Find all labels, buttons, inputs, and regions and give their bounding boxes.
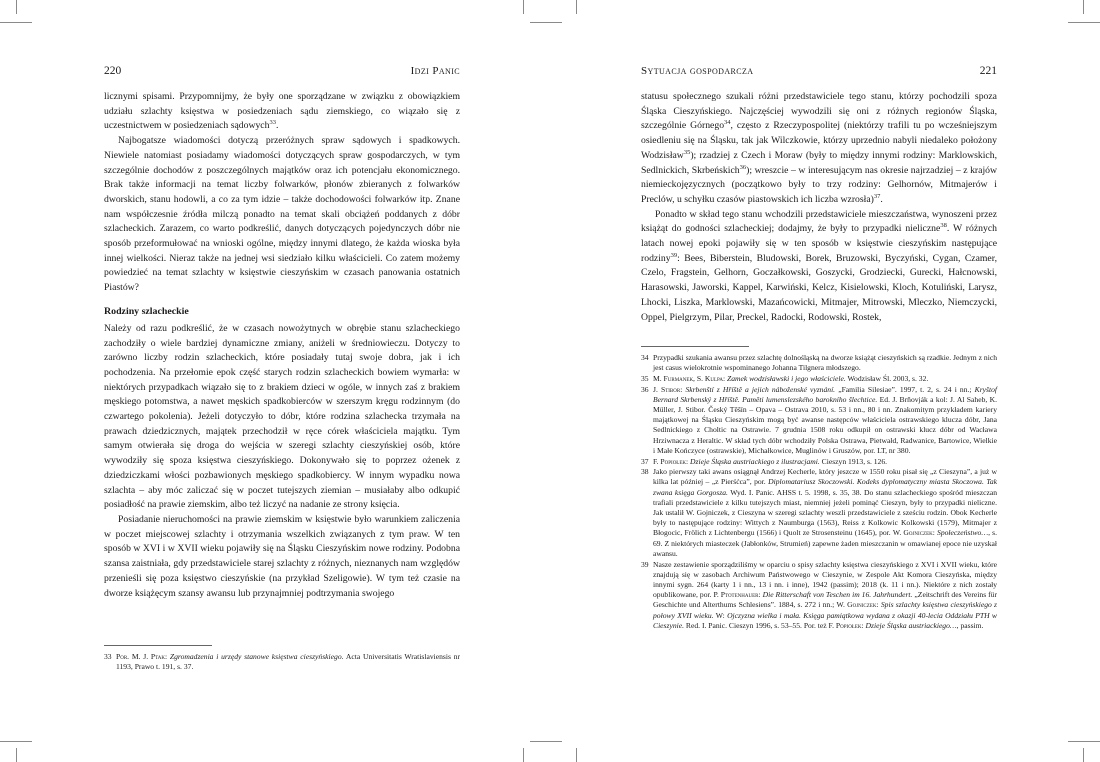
paragraph: Posiadanie nieruchomości na prawie ziemskim w księstwie było warunkiem zaliczenia w poczet miejscowej szlachty i otrzymania wszelkich związanych z tym praw. W ten sposób w XVI i w XVII wieku pojawiły się na Śląsku Cieszyńskim nowe rodziny. Podobna szansa zaistniała, gdy przedstawiciele starej szlachty z różnych, nieznanych nam względów przenieśli się poza księstwo cieszyńskie (na przykład Szeligowie). W tym też czasie na dworze książęcym szansy awansu lub przynajmniej podtrzymania swojego (104, 513, 460, 599)
italic-title: Skrbenští z Hříště a jejich náboženské vyznání. (685, 384, 836, 394)
running-head-chapter: Sytuacja gospodarcza (641, 65, 754, 77)
crop-mark (576, 748, 577, 762)
author-name: F. Popiołek: (653, 456, 689, 466)
footnotes (104, 652, 460, 673)
text-run: W: (713, 610, 728, 620)
footnote (641, 353, 997, 373)
text-run: „Zeitschrift des Vereins für Geschichte und Alterthums Schlesiens”. 1884, s. 272 i nn.; (653, 590, 997, 610)
footnote-ref[interactable]: 36 (739, 163, 747, 171)
crop-mark (0, 741, 32, 742)
crop-mark (1068, 22, 1100, 23)
footnote (641, 560, 997, 631)
text-run: Wyd. I. Panic. AHSS t. 5. 1998, s. 35, 38. Do stanu szlacheckiego spośród mieszczan trafiali przedstawiciele z kilku tutejszych miast, niemniej jeżeli pominąć Cieszyn, były to przypadki nieliczne. Jak ustalił W. Gojniczek, z Cieszyna w szeregi szlachty weszli przedstawiciele z sześciu rodzin. Obok Kecherle były to następujące rodziny: Wittych z Naumburga (1563), Reiss z Kolkowic Kolkowski (1579), Mitmajer z Błogocic, Frölich z Lichtenbergu (1566) i Quolt ze Strosensteinu (1645), por. (653, 487, 997, 538)
text-run: statusu społecznego szukali różni przedstawiciele tego stanu, którzy pochodzili spoza Śląska Cieszyńskiego. Najczęściej wywodzili się oni z różnych regionów Śląska, szczególnie Górnego (641, 91, 997, 132)
text-run: Cieszyn 1913, s. 126. (819, 456, 888, 466)
text-run: . W różnych latach nowej epoki pojawiły się w ten sposób w księstwie cieszyńskim następujące rodziny (641, 223, 997, 264)
crop-mark (0, 22, 32, 23)
text-run: Jako pierwszy taki awans osiągnął Andrzej Kecherle, który jeszcze w 1550 roku pisał się „z Cieszyna”, a już w kilka lat później – „z Pierśćca”, por. (653, 467, 997, 487)
footnote-number: 33 (104, 652, 112, 661)
text-run: . (880, 193, 883, 205)
footnote (641, 374, 997, 384)
paragraph (641, 90, 997, 208)
author-name: W. Gojniczek: (892, 528, 935, 538)
text-run: Red. I. Panic. Cieszyn 1996, s. 53–55. Por. też (684, 620, 829, 630)
right-page (641, 62, 998, 630)
crop-mark (1068, 741, 1100, 742)
main-text (641, 90, 997, 325)
footnote: 33 Por. M. J. Ptak: Zgromadzenia i urzędy stanowe księstwa cieszyńskiego. Acta Universitatis Wratislaviensis nr 1193, Prawo t. 191, s. 37. (104, 652, 461, 672)
footnote-ref[interactable]: 38 (940, 222, 947, 230)
footnote-number: 38 (641, 467, 649, 477)
main-text (104, 90, 460, 601)
footnote (641, 467, 997, 559)
text-run: : Bees, Biberstein, Bludowski, Borek, Bruzowski, Byczyński, Cygan, Czamer, Czelo, Fragstein, Gelhorn, Goczałkowski, Goszycki, Grodziecki, Gurecki, Hałcnowski, Harasowski, Jaworski, Kappel, Karwiński, Kelcz, Kisielowski, Kloch, Kotuliński, Larysz, Lhocki, Liszka, Marklowski, Mazańcowicki, Mitmajer, Mitrowski, Mleczko, Niemczycki, Oppel, Pielgrzym, Pilar, Preckel, Radocki, Rodowski, Rostek, (641, 252, 997, 323)
crop-mark (530, 741, 562, 742)
author-name: W. Gojniczek: (836, 600, 879, 610)
text-run: , s. 69. Z niektórych miasteczek (Jabłonków, Strumień) zapewne żaden mieszczanin w omawianej epoce nie uzyskał awansu. (653, 528, 997, 558)
author-name: M. Furmanek, S. Kulpa: (653, 373, 726, 383)
left-page (104, 62, 461, 672)
crop-mark (530, 22, 562, 23)
crop-mark (16, 748, 17, 762)
footnote-ref[interactable]: 39 (670, 251, 678, 259)
footnote-rule (104, 645, 212, 646)
footnote-ref[interactable]: 33 (269, 119, 276, 127)
italic-title: Diplomatariusz Skoczowski. Kodeks dyplomatyczny miasta Skoczowa. Tak zwana księga Gorgosza. (653, 477, 998, 497)
author-name: J. Stibor: (653, 384, 683, 394)
paragraph: licznymi spisami. Przypomnijmy, że były one sporządzane w związku z obowiązkiem udziału szlachty księstwa w posiedzeniach sądu ziemskiego, co wiązało się z uczestnictwem w posiedzeniach sądowych$^{33}$. (104, 91, 460, 132)
running-head-author: Idzi Panic (410, 65, 460, 77)
text-run: , passim. (956, 620, 984, 630)
italic-title: Dzieje Śląska austriackiego… (865, 620, 957, 630)
crop-mark (523, 748, 524, 762)
page-number: 220 (104, 65, 122, 77)
crop-mark (576, 0, 577, 14)
italic-title: Społeczeństwo… (937, 528, 989, 538)
italic-title: Kryštof Bernard Skrbenský z Hříště. Paměti lumenslezského barokního šlechtice. (653, 384, 998, 404)
running-header (641, 62, 997, 80)
footnotes (641, 353, 997, 631)
author-name: F. Popiołek: (828, 620, 864, 630)
text-run: ); rzadziej z Czech i Moraw (były to między innymi rodziny: Marklowskich, Sedlnickich, Skrbeńskich (641, 149, 997, 176)
italic-title: Zamek wodzisławski i jego właściciele. (726, 373, 846, 383)
paragraph (641, 208, 997, 326)
footnote-ref[interactable]: 35 (683, 148, 691, 156)
text-run: , często z Rzeczypospolitej (niektórzy trafili tu po wcześniejszym osiedleniu się na Śląsku, tak jak Wilczkowie, którzy uprzednio nabyli niedaleko położony Wodzisław (641, 120, 997, 161)
footnote (641, 457, 997, 467)
footnote-number: 35 (641, 373, 649, 383)
text-run: Nasze zestawienie sporządziliśmy w oparciu o spisy szlachty księstwa cieszyńskiego z XVI i XVII wieku, które znajdują się w zasobach Archiwum Państwowego w Cieszynie, w Zespole Akt Komora Cieszyńska, między innymi sygn. 264 (karty 1 i nn., 13 i nn. i inne), 1942 (passim); 2018 (k. 11 i nn.). Niektóre z nich zostały opublikowane, por. (653, 559, 997, 600)
italic-title: Die Ritterschaft von Teschen im 16. Jahrhundert. (762, 590, 913, 600)
text-run: „Familia Silesiae”. 1997, t. 2, s. 24 i nn.; (835, 384, 975, 394)
crop-mark (1083, 748, 1084, 762)
footnote-number: 37 (641, 456, 649, 466)
paragraph: Najbogatsze wiadomości dotyczą przeróżnych spraw sądowych i spadkowych. Niewiele natomiast posiadamy wiadomości dotyczących spraw gospodarczych, w tym szczególnie dochodów z poszczególnych majątków oraz ich potencjału ekonomicznego. Brak także informacji na temat liczby folwarków, płonów zbieranych z folwarków dworskich, stanu hodowli, a co za tym idzie – także dochodowości folwarków itp. Znane nam współczesnie źródła milczą ponadto na temat skali obciążeń poddanych z dóbr szlacheckich. Zarazem, co warto podkreślić, danych dotyczących pojedynczych dóbr nie sposób przeformułować na wnioski ogólne, między innymi dlatego, że każda wioska była innej wielkości. Nieraz także na jednej wsi siedziało kilku właścicieli. Co zatem możemy powiedzieć na temat szlachty w księstwie cieszyńskim w czasach panowania ostatnich Piastów? (104, 135, 460, 294)
footnote-ref[interactable]: 34 (724, 119, 731, 127)
text-run: Przypadki szukania awansu przez szlachtę dolnośląską na dworze książąt cieszyńskich są rzadkie. Jednym z nich jest casus wielokrotnie wspominanego Johanna Tilgnera młodszego. (653, 353, 997, 373)
text-run: Ed. J. Brňovják a kol: J. Al Saheb, K. Müller, J. Stibor. Český Těšín – Opava – Ostrava 2010, s. 53 i nn., 80 i nn. Znakomitym przykładem kariery majątkowej na Śląsku Cieszyńskim mogą być awanse następców właściciela ostrawskiego klucza dóbr, Jana Sedlnickiego z Choltic na Ostrawie. 7 grudnia 1508 roku odkupił on ostrawski klucz dóbr od Wacława Hrziwnacza z Heraltic. W skład tych dóbr wchodziły Polska Ostrawa, Pietwałd, Radwanice, Bartowice, Wielkie i Małe Kończyce (ostrawskie), Michałkowice, Muglinów i Gruszów, por. LT, nr 380. (653, 394, 997, 455)
footnote-number: 36 (641, 384, 649, 394)
crop-mark (1083, 0, 1084, 14)
section-heading: Rodziny szlacheckie (104, 305, 189, 317)
paragraph: Należy od razu podkreślić, że w czasach nowożytnych w obrębie stanu szlacheckiego zachodziły o wiele bardziej dynamiczne zmiany, aniżeli w średniowieczu. Dotyczy to zarówno liczby rodzin szlacheckich, które posiadały tutaj swoje dobra, jak i ich pochodzenia. Na przełomie epok część starych rodzin szlacheckich bowiem wymarła: w niektórych przypadkach wiązało się to z brakiem dzieci w ogóle, w innych zaś z brakiem męskiego potomstwa, a nawet męskich spadkobierców w szerszym kręgu rodzinnym (do czwartego pokolenia). Jeżeli dotyczyło to dóbr, które rodzina szlachecka trzymała na prawach dziedzicznych, majątek przechodził w ręce córek właściciela majątku. Tym samym otwierała się droga do wejścia w szeregi szlachty cieszyńskiej osób, które wywodziły się spoza księstwa cieszyńskiego. Dokonywało się to poprzez ożenek z dziedziczkami włości pozbawionych męskiego spadkobiercy. W innym wypadku nowa szlachta – aby móc zaliczać się w poczet tutejszych ziemian – musiałaby albo odkupić posiadłość na prawie ziemskim, albo też liczyć na nadanie ze strony księcia. (104, 322, 460, 511)
italic-title: Dzieje Śląska austriackiego z ilustracjami. (690, 456, 820, 466)
text-run: Wodzisław Śl. 2003, s. 32. (845, 373, 929, 383)
author-name: P. Ptotenhauer: (713, 590, 761, 600)
text-run: ); wreszcie – w interesującym nas okresie najrzadziej – z krajów niemieckojęzycznych (początkowo były to trzy rodziny: Gelhornów, Mitmajerów i Preclów, u schyłku czasów piastowskich ich liczba wzrosła) (641, 164, 997, 205)
footnote (641, 385, 997, 456)
italic-title: Ojczyzna wielka i mała. Księga pamiątkowa wydana z okazji 40-lecia Oddziału PTH w Cieszynie. (653, 610, 997, 630)
footnote-number: 39 (641, 559, 649, 569)
italic-title: Spis szlachty księstwa cieszyńskiego z połowy XVII wieku. (653, 600, 997, 620)
page-number: 221 (979, 65, 997, 77)
running-header (104, 62, 460, 80)
footnote-rule (641, 346, 749, 347)
crop-mark (523, 0, 524, 14)
footnote-number: 34 (641, 353, 649, 362)
footnote-ref[interactable]: 37 (873, 192, 881, 200)
crop-mark (16, 0, 17, 14)
text-run: Ponadto w skład tego stanu wchodzili przedstawiciele mieszczaństwa, wynoszeni przez książąt do godności szlacheckiej; dodajmy, że były to przypadki nieliczne (641, 208, 997, 235)
